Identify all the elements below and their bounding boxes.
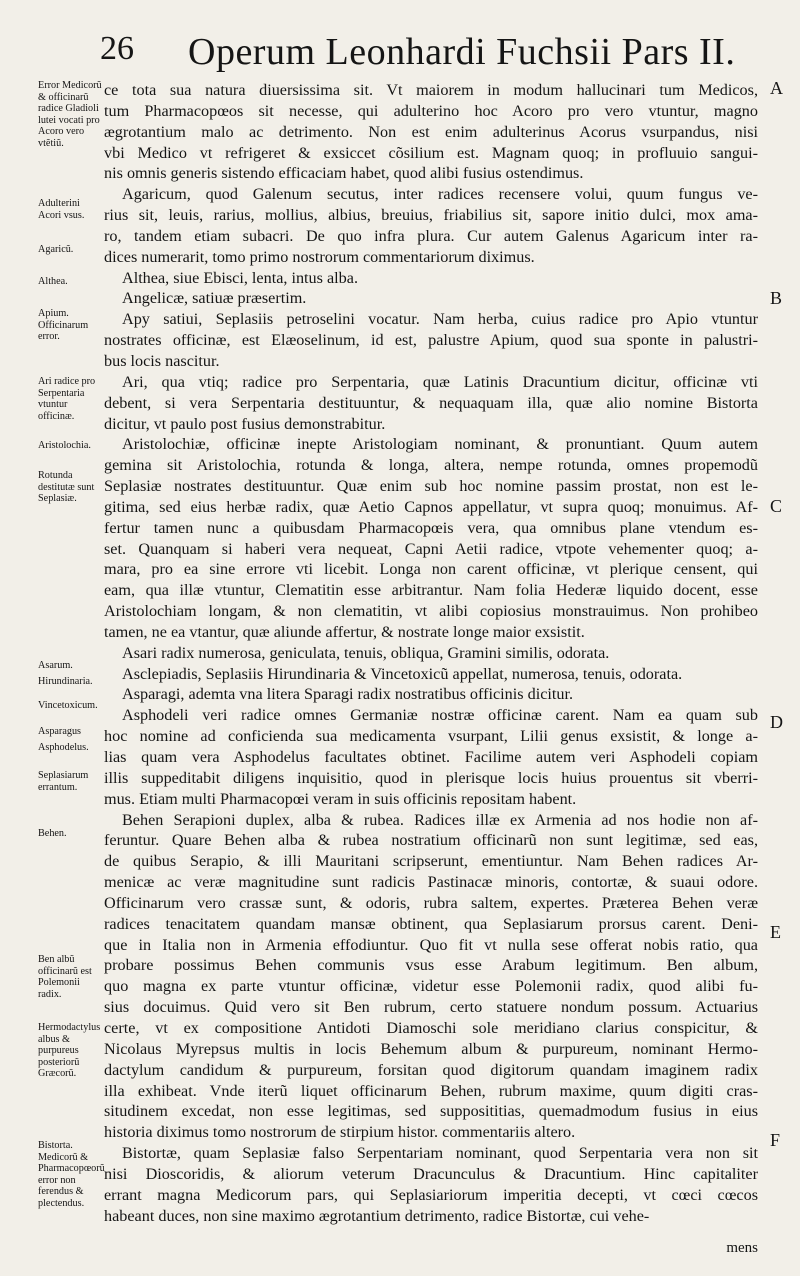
text-line: mus. Etiam multi Pharmacopœi veram in suis officinis repositam habent. [104,789,577,808]
text-line: menicæ ac veræ magnitudine sunt radicis Pastinacæ minoris, contortæ, & suaui odore. [104,873,758,892]
text-line: que in Italia non in Armenia effodiuntur. Quo fit vt nulla sese offerat nobis ratio, qua [104,935,758,954]
text-line: dices numerarit, tomo primo nostrorum commentariorum diximus. [104,247,535,266]
text-line: rius sit, leuis, rarius, mollius, albius, breuius, friabilius sit, sapore initio dulci, mox ama- [104,206,758,225]
text-line: illis suppeditabit diligens inquisitio, quod in plerisque locis huius prouentus sit vberri- [104,768,758,787]
section-letter: B [770,288,783,308]
margin-note: Adulterini Acori vsus. [38,198,85,221]
text-line: radices tenacitatem quandam mansæ obtinent, qua Seplasiarum prorsus carent. Deni- [104,914,758,933]
section-letter: A [770,78,783,98]
body-text [104,80,758,1226]
text-line: ægrotantium malo ac detrimento. Non est enim adulterinus Acorus vsurpandus, nisi [104,122,758,141]
text-line: nostrates officinæ, est Elæoselinum, id est, palustre Apium, quod sua sponte in palustri- [104,331,758,350]
margin-note: Aristolochia. [38,440,91,451]
section-letter: F [770,1130,781,1150]
margin-note: Althea. [38,276,68,287]
text-line: nisi Dioscoridis, & aliorum veterum Dracunculus & Dracuntium. Hinc capitaliter [104,1164,758,1183]
text-line: eam, qua illæ vtuntur, Clematitin esse arbitrantur. Nam folia Hederæ liquido docent, esse [104,581,758,600]
section-letter: D [770,712,783,732]
margin-note: Hermodactylus albus & purpureus posteriorũ Græcorũ. [38,1022,101,1080]
margin-notes-column [38,80,105,1240]
text-line: dicitur, vt paulo post fusius demonstrabitur. [104,414,386,433]
text-line: de quibus Serapio, & illi Mauritani scripserunt, ementiuntur. Nam Behen radices Ar- [104,852,758,871]
text-line: Asparagi, ademta vna litera Sparagi radix nostratibus officinis dicitur. [122,685,574,704]
text-line: Althea, siue Ebisci, lenta, intus alba. [122,268,359,287]
text-line: Asclepiadis, Seplasiis Hirundinaria & Vincetoxicũ appellat, numerosa, tenuis, odorata. [122,664,683,683]
margin-note: Rotunda destitutæ sunt Seplasiæ. [38,470,95,505]
margin-note: Vincetoxicum. [38,700,98,711]
text-line: fertur tamen nunc a quibusdam Pharmacopœis vera, qua omnibus plane vtendum es- [104,518,758,537]
text-line: set. Quanquam si haberi vera nequeat, Capni Aetii radice, vtpote vehementer quoq; a- [104,539,758,558]
text-line: gemina sit Aristolochia, rotunda & longa, altera, nempe rotunda, omnes propemodũ [104,456,758,475]
margin-note: Ben albũ officinarũ est Polemonii radix. [38,954,92,1000]
text-line: dactylum candidum & purpureum, forsitan quod digitorum quandam imaginem radix [104,1060,758,1079]
text-line: Asari radix numerosa, geniculata, tenuis, obliqua, Gramini similis, odorata. [122,643,610,662]
margin-note: Asparagus [38,726,82,737]
text-line: hoc nomine ad conficienda sua medicamenta vsurpant, Lilii genus exsistit, & longe a- [104,727,758,746]
margin-note: Apium. Officinarum error. [38,308,89,343]
text-line: habeant duces, non sine maximo ægrotantium detrimento, radice Bistortæ, cui vehe- [104,1206,650,1225]
margin-note: Error Medicorũ & officinarũ radice Gladioli lutei vocati pro Acoro vero vtẽtiũ. [38,80,102,149]
text-line: illa exhibeat. Vnde iterũ liquet officinarum Behen, rubrum maxime, quum digiti cras- [104,1081,758,1100]
text-line: tum Pharmacopœos sit necesse, qui adulterino hoc Acoro pro vero vtuntur, magno [104,101,758,120]
text-line: debent, si vera Serpentaria destituuntur, & nequaquam illa, quæ alio nomine Bistorta [104,393,758,412]
page-header [100,30,740,80]
text-line: Officinarum vero crassæ sunt, & odoris, rubra saltem, expertes. Præterea Behen veræ [104,893,758,912]
text-line: nis omnis generis sistendo efficaciam habet, quod alibi fusius ostendimus. [104,164,584,183]
text-line: certe, vt ex compositione Antidoti Diamoschi sole meridiano clarius conspicitur, & [104,1018,758,1037]
margin-note: Hirundinaria. [38,676,93,687]
text-line: ce tota sua natura diuersissima sit. Vt maiorem in modum hallucinari tum Medicos, [104,81,758,99]
text-line: gitima, sed eius herbæ radix, quæ Aetio Capnos appellatur, vt supra quoq; monuimus. Af- [104,497,758,516]
text-line: lias quam vera Asphodelus facultates obtinet. Facilime autem veri Asphodeli copiam [104,748,758,766]
section-letters-column [760,0,800,1276]
text-line: ro, tandem etiam subacri. De quo infra plura. Cur autem Galenus Agaricum inter ra- [104,226,758,245]
text-line: Asphodeli veri radice omnes Germaniæ nostræ officinæ carent. Nam ea quam sub [122,706,758,725]
running-title: Operum Leonhardi Fuchsii Pars II. [188,31,736,73]
margin-note: Ari radice pro Serpentaria vtuntur officinæ. [38,376,96,422]
text-line: Behen Serapioni duplex, alba & rubea. Radices illæ ex Armenia ad nos hodie non af- [122,810,758,829]
margin-note: Asarum. [38,660,73,671]
section-letter: C [770,496,783,516]
text-line: Ari, qua vtiq; radice pro Serpentaria, quæ Latinis Dracuntium dicitur, officinæ vti [122,372,758,391]
text-line: tamen, ne ea vtantur, quæ aliunde affertur, & nostrate longe maior exsistit. [104,622,585,641]
text-line: feruntur. Quare Behen alba & rubea nostratium officinarũ non sunt legitimæ, sed eas, [104,831,758,850]
text-line: errant magna Medicorum pars, qui Seplasiariorum imperitia decepti, vt cœci cœcos [104,1185,758,1204]
page-number: 26 [100,30,134,67]
text-line: probare possimus Behen communis vsus esse Arabum legitimum. Ben album, [104,956,758,975]
text-line: Apy satiui, Seplasiis petroselini vocatur. Nam herba, cuius radice pro Apio vtuntur [122,310,758,329]
text-line: vbi Medico vt refrigeret & exsiccet cõsilium est. Magnam quoq; in profluuio sangui- [104,143,758,162]
margin-note: Asphodelus. [38,742,89,753]
text-line: Seplasiæ nostrates destituuntur. Quæ enim sub hoc nomine passim prostat, non est le- [104,477,758,496]
text-line: Aristolochiæ, officinæ inepte Aristologiam nominant, & pronuntiant. Quum autem [122,435,758,454]
text-line: bus locis nascitur. [104,351,220,370]
catchword: mens [726,1240,758,1256]
text-line: historia diximus tomo nostrorum de stirpium histor. commentariis altero. [104,1123,576,1142]
text-line: Angelicæ, satiuæ præsertim. [122,289,307,308]
text-line: Nicolaus Myrepsus multis in locis Behemum album & purpureum, nominant Hermo- [104,1039,758,1058]
text-line: Bistortæ, quam Seplasiæ falso Serpentariam nominant, quod Serpentaria vera non sit [122,1144,758,1163]
text-line: Agaricum, quod Galenum secutus, inter radices recensere volui, quum fungus ve- [122,185,758,204]
text-line: sius docuimus. Quid vero sit Ben rubrum, certo statuere nondum possum. Actuarius [104,998,758,1017]
margin-note: Behen. [38,828,67,839]
text-line: mara, pro ea sine errore vti licebit. Longa non carent officinæ, vt plerique censent, qui [104,560,758,579]
text-line: Aristolochiam longam, & non clematitin, vt alibi copiosius monstrauimus. Non prohibeo [104,602,758,621]
margin-note: Bistorta. Medicorũ & Pharmacopœorũ error non ferendus & plectendus. [38,1140,105,1209]
margin-note: Agaricũ. [38,244,74,255]
text-line: situdinem excedat, non esse legitimas, sed supposititias, quemadmodum fusius in eius [104,1102,758,1121]
text-line: quo magna ex parte vtuntur officinæ, videtur esse Polemonii radix, quod alibi fu- [104,977,758,996]
section-letter: E [770,922,781,942]
margin-note: Seplasiarum errantum. [38,770,89,793]
